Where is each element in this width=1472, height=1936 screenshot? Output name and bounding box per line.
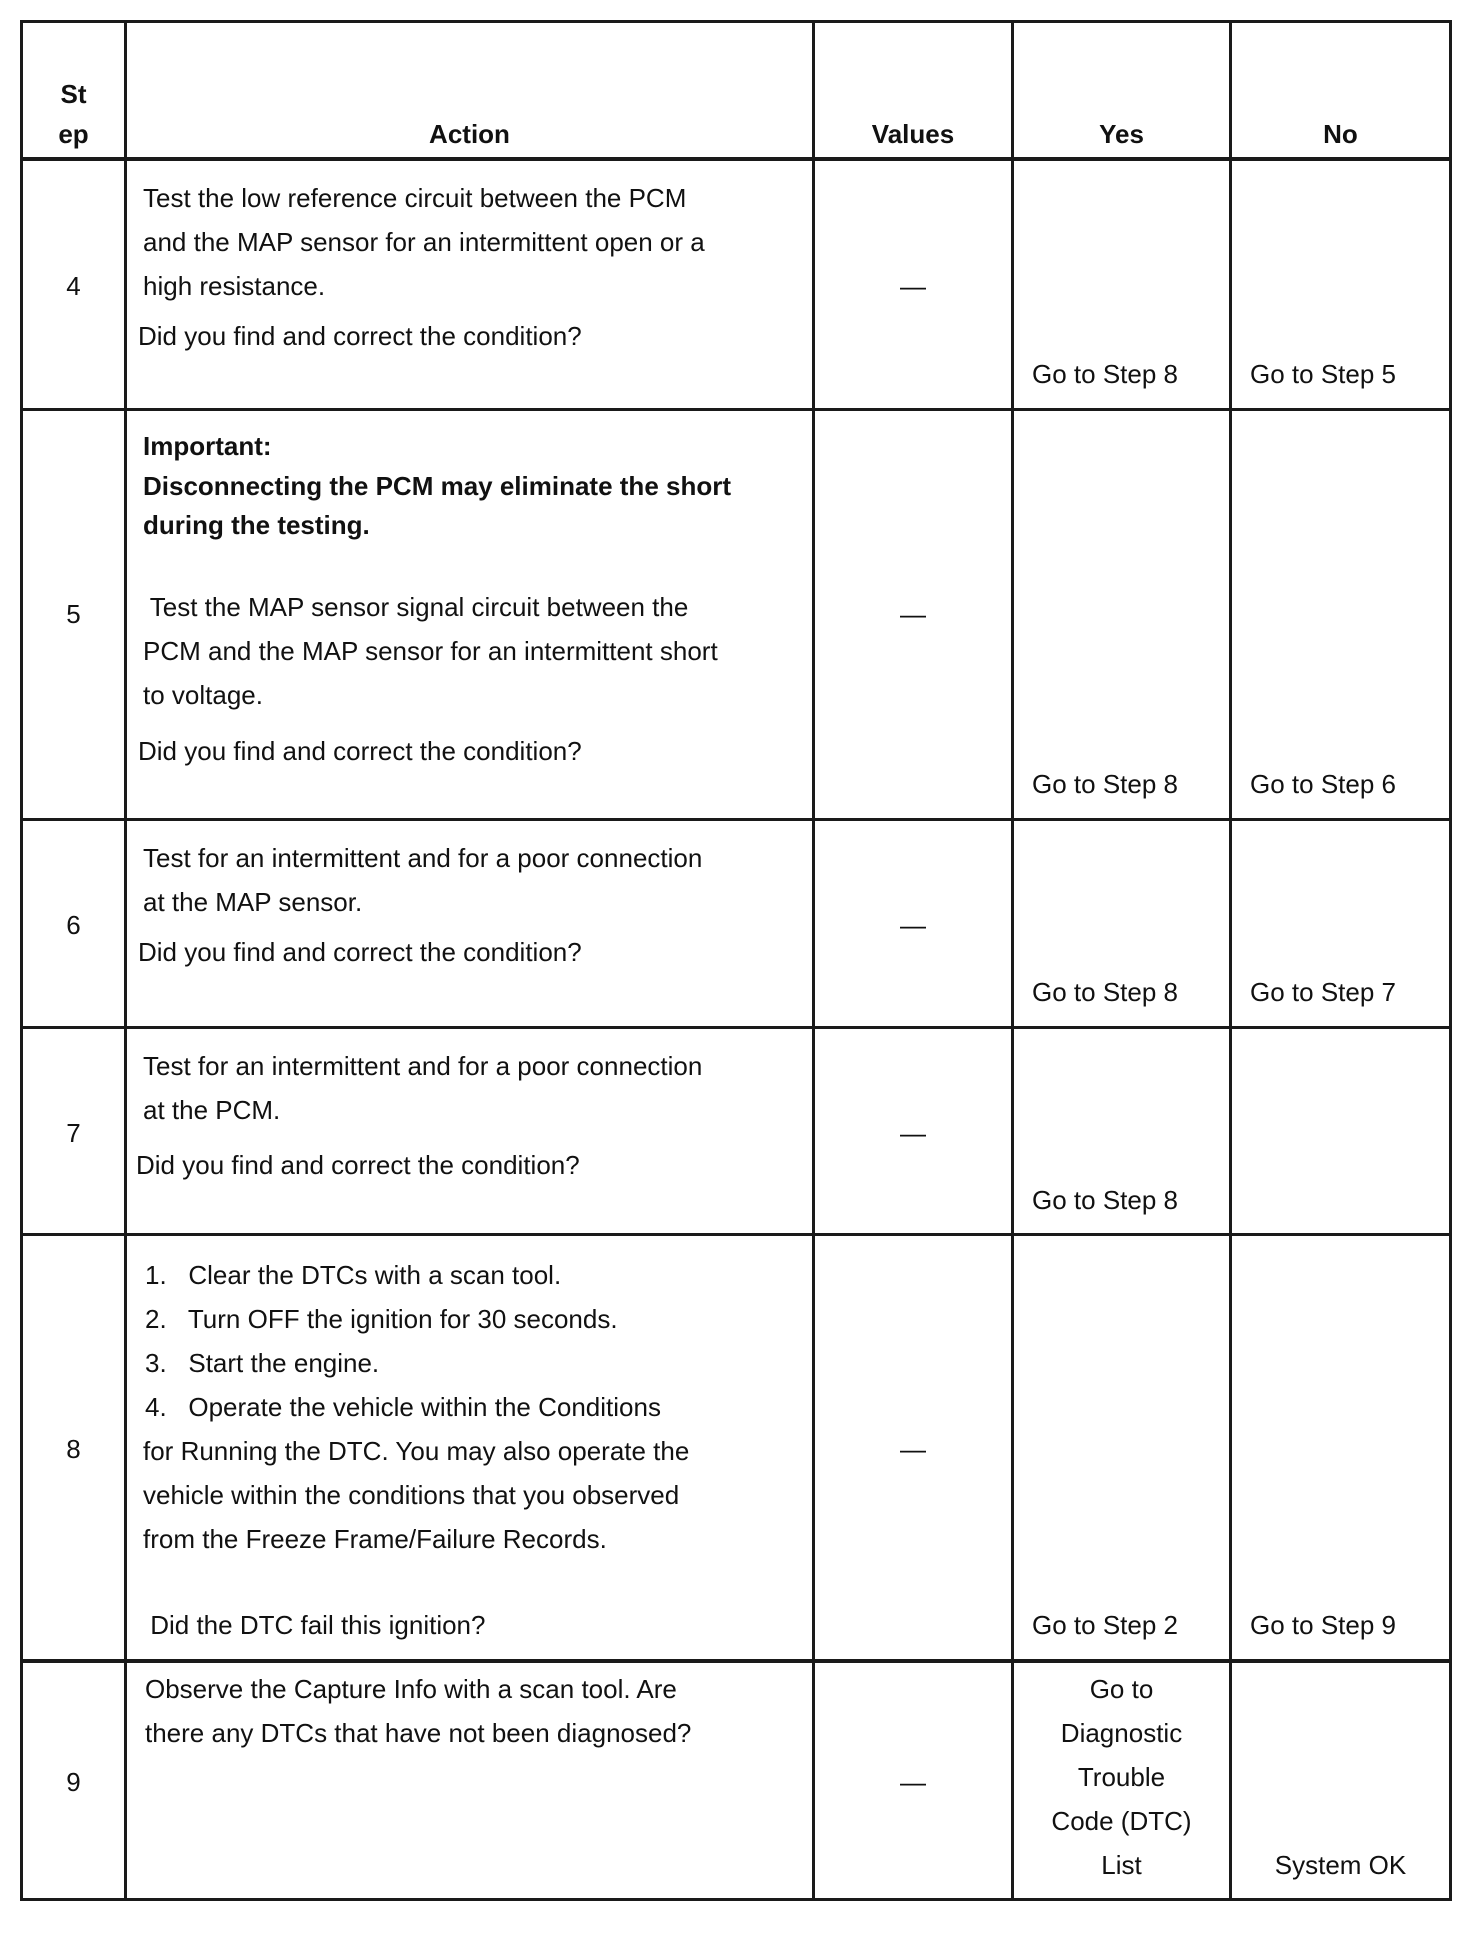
action-step-line: 4. Operate the vehicle within the Conditions (145, 1392, 661, 1422)
no-action: Go to Step 9 (1250, 1610, 1396, 1640)
action-line: Test for an intermittent and for a poor connection (143, 843, 703, 873)
no-action: Go to Step 5 (1250, 359, 1396, 389)
action-question: Did you find and correct the condition? (138, 736, 582, 766)
action-line: high resistance. (143, 271, 326, 301)
important-note-line: Disconnecting the PCM may eliminate the short (143, 471, 731, 501)
header-action: Action (429, 119, 510, 149)
yes-action-line: Code (DTC) (1051, 1806, 1192, 1836)
action-line: vehicle within the conditions that you observed (143, 1480, 680, 1510)
step-number: 6 (66, 910, 81, 940)
header-no: No (1323, 119, 1358, 149)
yes-action-line: Trouble (1077, 1762, 1166, 1792)
col-divider (124, 20, 127, 1901)
table-border-right (1449, 20, 1452, 1901)
table-border-top (20, 20, 1452, 23)
action-line: Test for an intermittent and for a poor connection (143, 1051, 703, 1081)
important-label: Important: (143, 431, 272, 461)
step-number: 5 (66, 599, 81, 629)
yes-action: Go to Step 8 (1032, 359, 1178, 389)
no-action: System OK (1274, 1850, 1407, 1880)
action-line: Observe the Capture Info with a scan tool. Are (145, 1674, 677, 1704)
action-line: at the PCM. (143, 1095, 281, 1125)
yes-action-line: Go to (1089, 1674, 1154, 1704)
action-step-line: 1. Clear the DTCs with a scan tool. (145, 1260, 562, 1290)
header-step-line2: ep (58, 119, 89, 149)
header-yes: Yes (1099, 119, 1144, 149)
action-question: Did you find and correct the condition? (138, 321, 582, 351)
action-line: PCM and the MAP sensor for an intermittent short (143, 636, 718, 666)
table-border-bottom (20, 1898, 1452, 1901)
value-dash: — (900, 1767, 926, 1797)
action-line: Test the low reference circuit between the PCM (143, 183, 687, 213)
step-number: 4 (66, 271, 81, 301)
value-dash: — (900, 271, 926, 301)
action-step-line: 3. Start the engine. (145, 1348, 380, 1378)
value-dash: — (900, 599, 926, 629)
yes-action-line: Diagnostic (1060, 1718, 1183, 1748)
col-divider (1229, 20, 1232, 1901)
no-action: Go to Step 6 (1250, 769, 1396, 799)
header-divider (20, 157, 1452, 161)
yes-action: Go to Step 8 (1032, 977, 1178, 1007)
no-action: Go to Step 7 (1250, 977, 1396, 1007)
step-number: 8 (66, 1434, 81, 1464)
action-line: and the MAP sensor for an intermittent open or a (143, 227, 705, 257)
col-divider (1011, 20, 1014, 1901)
row-divider (20, 1233, 1452, 1236)
row-divider (20, 818, 1452, 821)
important-note-line: during the testing. (143, 510, 370, 540)
action-line: to voltage. (143, 680, 263, 710)
action-line: Test the MAP sensor signal circuit between the (143, 592, 689, 622)
row-divider (20, 1026, 1452, 1029)
yes-action: Go to Step 8 (1032, 769, 1178, 799)
value-dash: — (900, 1118, 926, 1148)
yes-action-line: List (1101, 1850, 1142, 1880)
header-values: Values (871, 119, 955, 149)
action-question: Did the DTC fail this ignition? (143, 1610, 486, 1640)
value-dash: — (900, 1434, 926, 1464)
action-question: Did you find and correct the condition? (138, 937, 582, 967)
value-dash: — (900, 910, 926, 940)
header-step-line1: St (60, 79, 87, 109)
yes-action: Go to Step 8 (1032, 1185, 1178, 1215)
yes-action: Go to Step 2 (1032, 1610, 1178, 1640)
action-line: at the MAP sensor. (143, 887, 363, 917)
action-line: there any DTCs that have not been diagnosed? (145, 1718, 692, 1748)
action-line: from the Freeze Frame/Failure Records. (143, 1524, 607, 1554)
action-question: Did you find and correct the condition? (136, 1150, 580, 1180)
row-divider (20, 1659, 1452, 1663)
step-number: 9 (66, 1767, 81, 1797)
step-number: 7 (66, 1118, 81, 1148)
row-divider (20, 408, 1452, 411)
action-line: for Running the DTC. You may also operate the (143, 1436, 690, 1466)
action-step-line: 2. Turn OFF the ignition for 30 seconds. (145, 1304, 618, 1334)
